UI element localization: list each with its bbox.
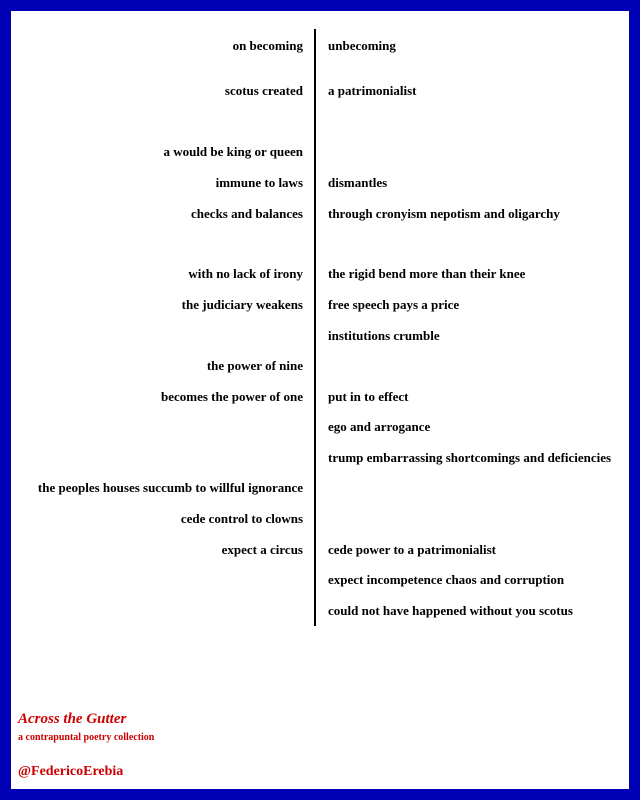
right-line: ego and arrogance (328, 419, 431, 434)
author-handle[interactable]: @FedericoErebia (18, 764, 124, 779)
right-line: expect incompetence chaos and corruption (328, 572, 565, 587)
left-line: on becoming (232, 38, 303, 53)
left-line: expect a circus (221, 542, 303, 557)
right-line: dismantles (328, 175, 388, 190)
left-line: the judiciary weakens (181, 297, 303, 312)
left-line: the power of nine (206, 358, 303, 373)
left-line: cede control to clowns (180, 511, 303, 526)
right-line: the rigid bend more than their knee (328, 266, 526, 281)
right-line: institutions crumble (328, 328, 440, 343)
left-line: becomes the power of one (160, 389, 303, 404)
left-line: the peoples houses succumb to willful ignorance (37, 480, 303, 495)
gutter-divider (314, 29, 316, 626)
left-line: scotus created (224, 83, 303, 98)
left-line: a would be king or queen (163, 144, 303, 159)
right-line: could not have happened without you scotus (328, 603, 573, 618)
left-line: immune to laws (215, 175, 303, 190)
right-line: unbecoming (328, 38, 396, 53)
right-line: through cronyism nepotism and oligarchy (328, 206, 560, 221)
collection-subtitle: a contrapuntal poetry collection (18, 732, 155, 743)
collection-title: Across the Gutter (18, 711, 127, 727)
left-line: with no lack of irony (188, 266, 303, 281)
right-line: put in to effect (328, 389, 409, 404)
left-line: checks and balances (191, 206, 303, 221)
poem-page (11, 11, 629, 789)
right-line: free speech pays a price (328, 297, 460, 312)
right-line: cede power to a patrimonialist (328, 542, 497, 557)
right-line: trump embarrassing shortcomings and deficiencies (328, 450, 612, 465)
right-line: a patrimonialist (328, 83, 417, 98)
